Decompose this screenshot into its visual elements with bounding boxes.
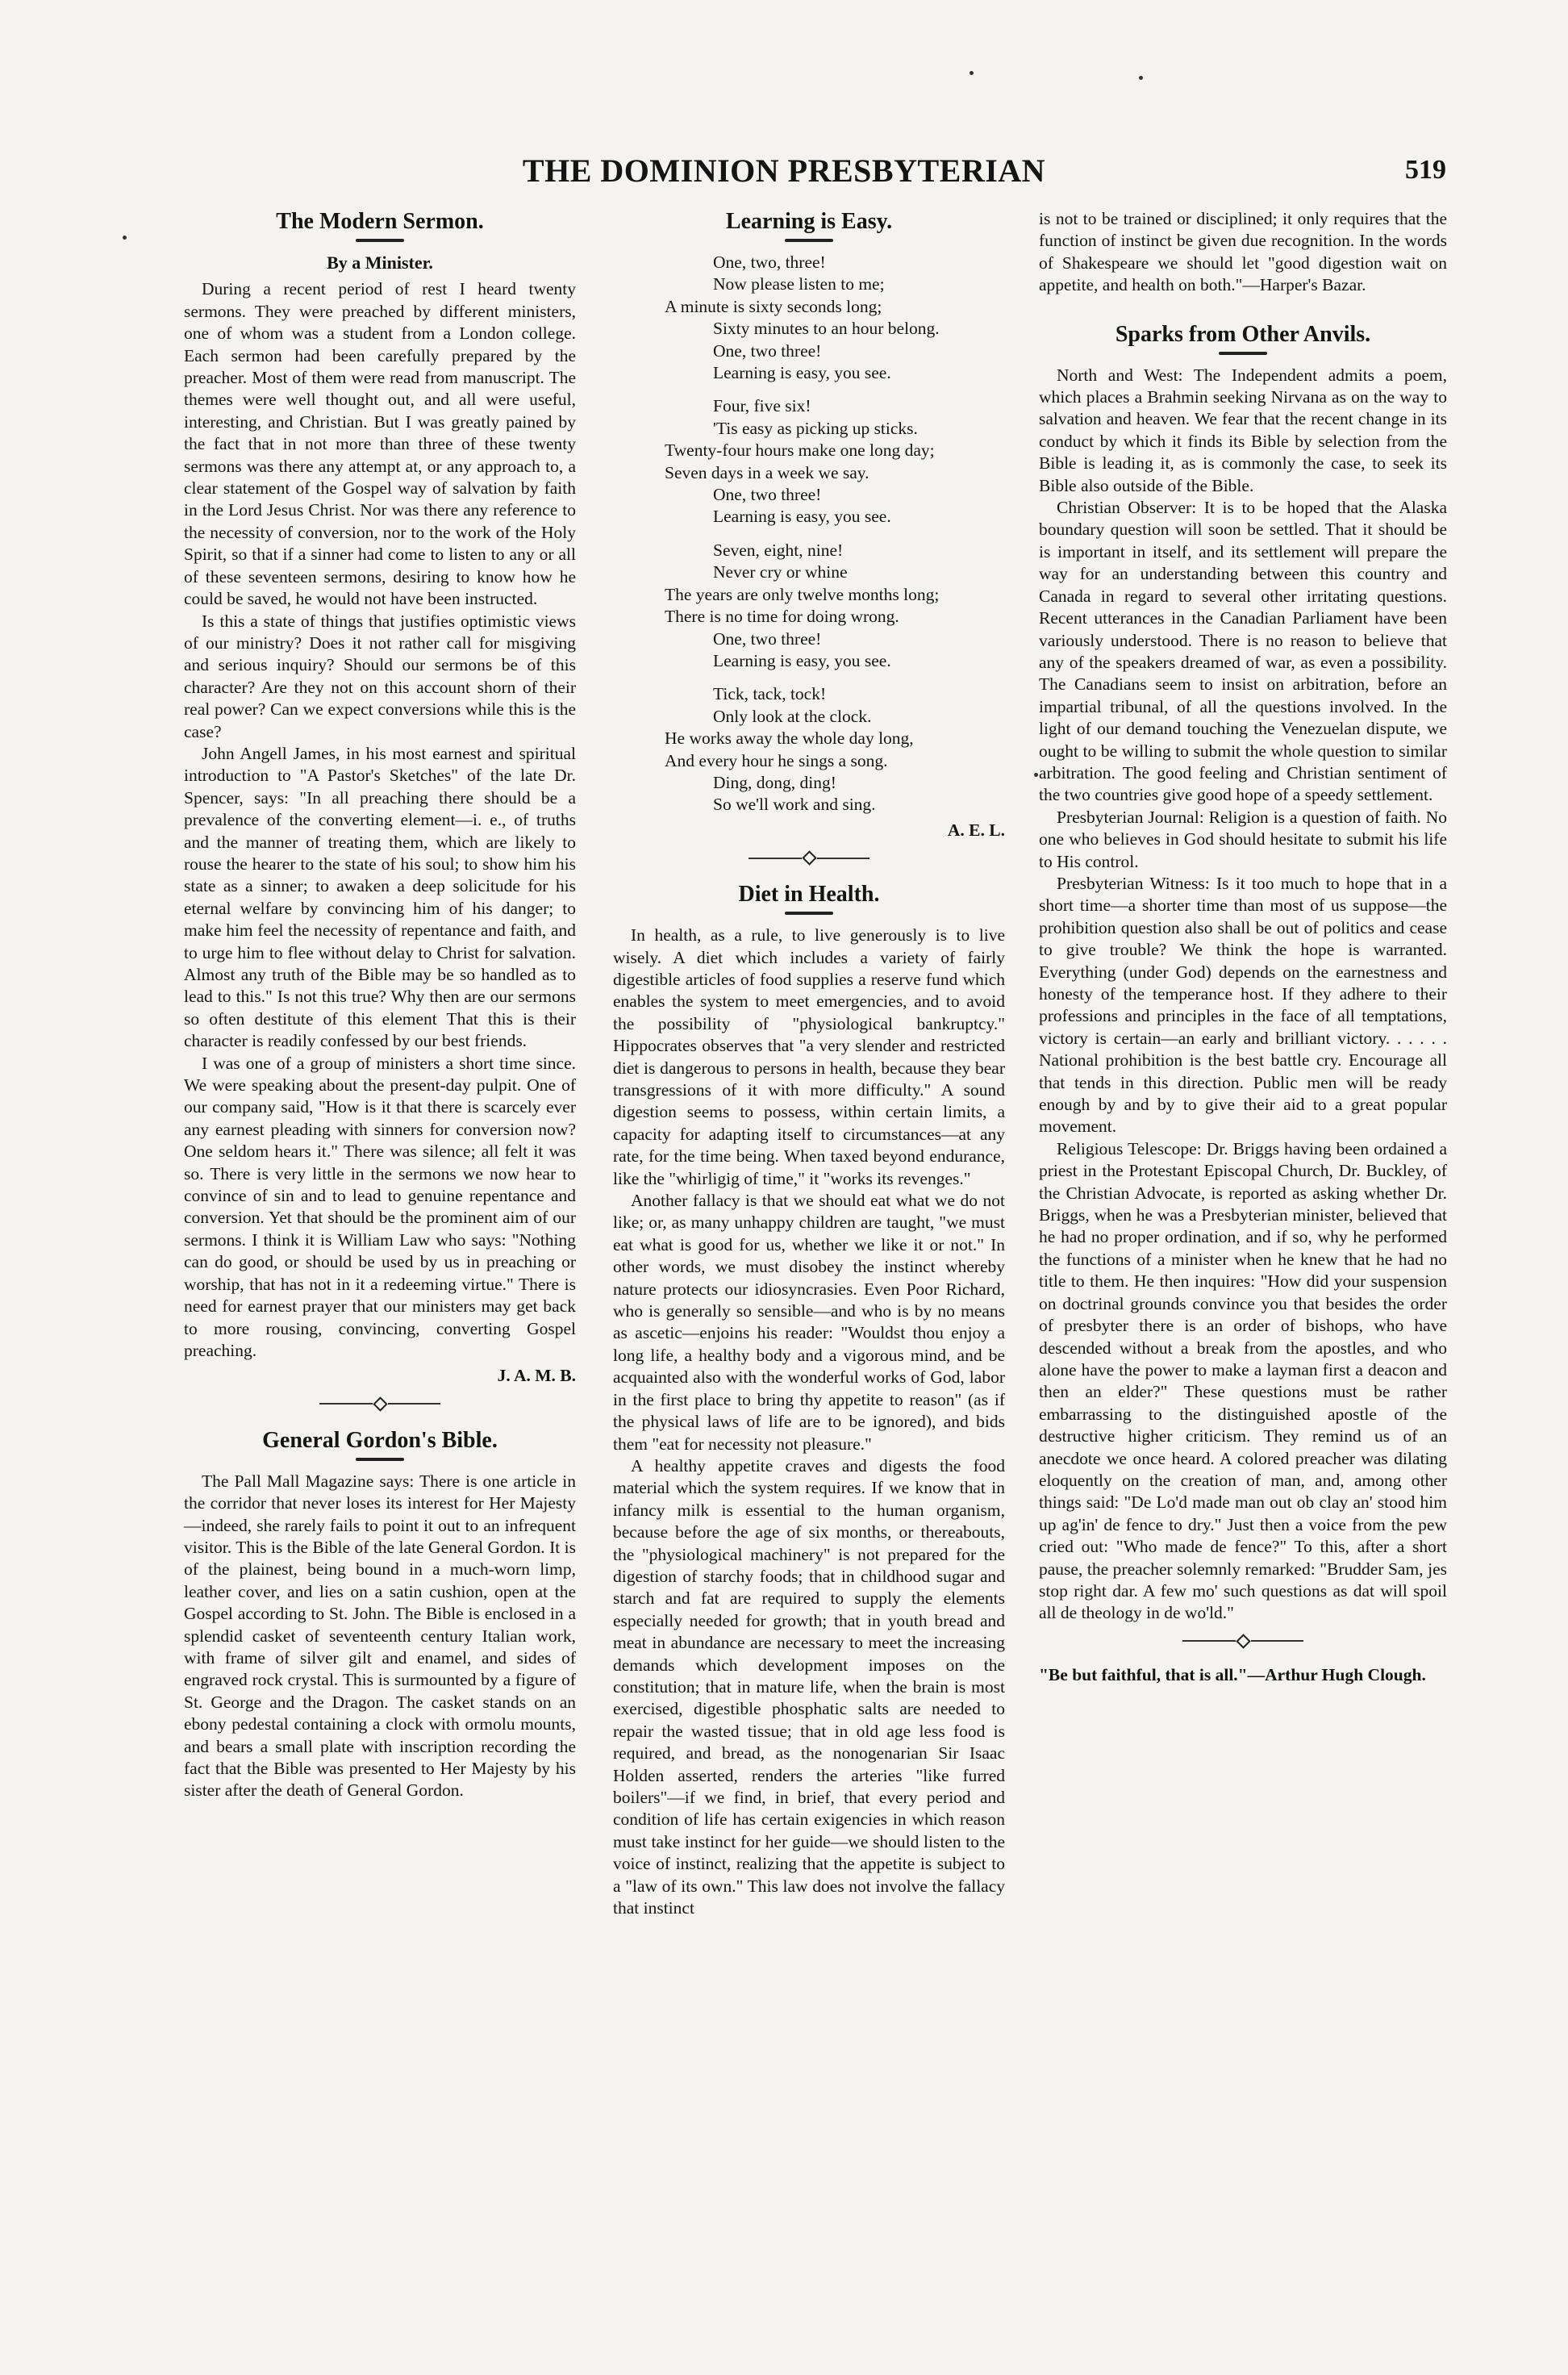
poem-line: He works away the whole day long, [665, 728, 914, 749]
ink-speck [123, 236, 127, 240]
title-rule [1219, 352, 1267, 355]
poem-learning-is-easy [613, 208, 1005, 841]
ink-speck [1034, 773, 1038, 777]
poem-line: Sixty minutes to an hour belong. [713, 319, 940, 339]
diamond-ornament-icon [802, 850, 816, 865]
paragraph: Presbyterian Witness: Is it too much to hope that in a short time—a shorter time than most of us suppose—the prohibition question also shall be out of politics and cease to give trouble? We think the hope is warranted. Everything (under God) depends on the earnestness and honesty of the temperance host. If they adhere to their professions and principles in the face of all temptations, victory is certain—an early and brilliant victory. . . . . . National prohibition is the best battle cry. Encourage all that tends in this direction. Public men will be ready enough by and by to give their aid to a great popular movement. [1039, 873, 1447, 1137]
article-sparks-from-other-anvils [1039, 321, 1447, 1625]
poem-stanza [665, 395, 1005, 528]
article-signature: J. A. M. B. [497, 1366, 576, 1386]
title-rule [356, 239, 404, 242]
section-divider [319, 1399, 440, 1409]
poem-line: Twenty-four hours make one long day; [665, 440, 935, 461]
poem-stanza [665, 540, 1005, 672]
paragraph: Religious Telescope: Dr. Briggs having been ordained a priest in the Protestant Episcopal Church, Dr. Buckley, of the Christian Advocate, is reported as asking whether Dr. Briggs, when he was a Presbyterian minister, believed that he had no proper ordination, and if so, why he performed the functions of a minister when he knew that he had no title to them. He then inquires: "How did your suspension on doctrinal grounds convince you that besides the order of presbyter there is an order of bishops, who have descended without a break from the apostles, and who alone have the power to make a layman first a deacon and then an elder?" These questions must be rather embarrassing to the distinguished apostle of the destructive higher criticism. They remind us of an anecdote we once heard. A colored preacher was dilating eloquently on the creation of man, and, among other things said: "De Lo'd made man out ob clay an' stood him up ag'in' de fence to dry." Just then a voice from the pew cried out: "Who made de fence?" To this, after a short pause, the preacher solemnly remarked: "Brudder Sam, jes stop right dar. A few mo' such questions as dat will spoil all de theology in de wo'ld." [1039, 1138, 1447, 1623]
poem-line: Tick, tack, tock! [713, 684, 827, 704]
paragraph: I was one of a group of ministers a short time since. We were speaking about the present-day pulpit. One of our company said, "How is it that there is scarcely ever any earnest pleading with sinners for conversion now? One seldom hears it." There was silence; all felt it was so. There is very little in the sermons we now hear to convince of sin and to lead to genuine repentance and conversion. Yet that should be the prominent aim of our sermons. I think it is William Law who says: "Nothing can do good, or should be used by us in preaching or worship, that has not in it a redeeming virtue." There is need for earnest prayer that our ministers may get back to more rousing, convincing, converting Gospel preaching. [184, 1053, 576, 1360]
title-rule [356, 1458, 404, 1461]
poem-body [613, 252, 1005, 816]
paragraph: John Angell James, in his most earnest and spiritual introduction to "A Pastor's Sketches" of the late Dr. Spencer, says: "In all preaching there should be a prevalence of the converting element—i. e., of truths and the manner of treating them, which are likely to rouse the hearer to the state of his soul; to show him his state as a sinner; to awaken a deep solicitude for his eternal welfare by convincing him of his danger; to make him feel the necessity of repentance and faith, and to urge him to flee without delay to Christ for salvation. Almost any truth of the Bible may be so handled as to lead to this." Is not this true? Why then are our sermons so often destitute of this element That this is their character is readily confessed by our best friends. [184, 743, 576, 1051]
article-title: General Gordon's Bible. [262, 1427, 498, 1453]
poem-line: Learning is easy, you see. [713, 507, 891, 527]
poem-line: So we'll work and sing. [713, 795, 876, 815]
article-title: Sparks from Other Anvils. [1115, 321, 1371, 347]
page-title: THE DOMINION PRESBYTERIAN [522, 152, 1046, 189]
article-title: The Modern Sermon. [276, 209, 484, 234]
column-middle [613, 208, 1005, 1919]
page-number: 519 [1405, 155, 1446, 185]
poem-stanza [665, 252, 1005, 384]
poem-line: A minute is sixty seconds long; [665, 296, 882, 316]
closing-quote: "Be but faithful, that is all."—Arthur Hugh Clough. [1039, 1664, 1426, 1684]
poem-title: Learning is Easy. [725, 209, 893, 234]
paragraph: The Pall Mall Magazine says: There is one article in the corridor that never loses its interest for Her Majesty—indeed, she rarely fails to point it out to an infrequent visitor. This is the Bible of the late General Gordon. It is of the plainest, being bound in a much-worn limp, leather cover, and lies on a satin cushion, open at the Gospel according to St. John. The Bible is enclosed in a splendid casket of seventeenth century Italian work, with frame of silver gilt and enamel, and sides of engraved rock crystal. This is surmounted by a figure of St. George and the Dragon. The casket stands on an ebony pedestal containing a clock with ormolu mounts, and bears a small plate with inscription recording the fact that the Bible was presented to Her Majesty by his sister after the death of General Gordon. [184, 1471, 576, 1801]
poem-line: One, two three! [713, 628, 822, 649]
title-rule [785, 912, 833, 915]
ink-speck [970, 71, 974, 75]
article-gordon-bible [184, 1427, 576, 1802]
ink-speck [1139, 76, 1143, 80]
paragraph: Presbyterian Journal: Religion is a question of faith. No one who believes in God should hesitate to submit his life to His control. [1039, 807, 1447, 871]
poem-line: And every hour he sings a song. [665, 750, 888, 770]
poem-line: 'Tis easy as picking up sticks. [713, 418, 918, 438]
diamond-ornament-icon [1236, 1634, 1250, 1648]
paragraph: North and West: The Independent admits a poem, which places a Brahmin seeking Nirvana as on the way to salvation and heaven. We fear that the recent change in its conduct by which it finds its Bible by selection from the Bible is leading it, as is commonly the case, to seek its Bible also outside of the Bible. [1039, 365, 1447, 495]
column-right [1039, 208, 1447, 1686]
poem-line: Learning is easy, you see. [713, 363, 891, 383]
poem-line: Four, five six! [713, 396, 811, 416]
poem-line: One, two three! [713, 340, 822, 361]
section-divider [1182, 1636, 1303, 1647]
paragraph: Is this a state of things that justifies optimistic views of our ministry? Does it not rather call for misgiving and serious inquiry? Should our sermons be of this character? Are they not on this account shorn of their real power? Can we expect conversions while this is the case? [184, 611, 576, 741]
poem-line: Now please listen to me; [713, 274, 885, 294]
article-diet-in-health [613, 881, 1005, 1919]
paragraph: Another fallacy is that we should eat what we do not like; or, as many unhappy children are taught, "we must eat what is good for us, whether we like it or not." In other words, we must disobey the instinct whereby nature protects our idiosyncrasies. Even Poor Richard, who is generally so sensible—and who is by no means as ascetic—enjoins his reader: "Wouldst thou enjoy a long life, a healthy body and a vigorous mind, and be acquainted also with the wonderful works of God, labor in the first place to bring thy appetite to reason" (as if the physical laws of life are to be ignored), and bids them "eat for necessity not pleasure." [613, 1191, 1005, 1454]
poem-line: Never cry or whine [713, 562, 848, 582]
section-divider [749, 853, 869, 863]
article-modern-sermon [184, 208, 576, 1388]
poem-line: Ding, dong, ding! [713, 772, 836, 792]
poem-line: Learning is easy, you see. [713, 650, 891, 670]
paragraph-continued: is not to be trained or disciplined; it only requires that the function of instinct be given due recognition. In the words of Shakespeare we should let "good digestion wait on appetite, and health on both."—Harper's Bazar. [1039, 209, 1447, 295]
poem-line: Only look at the clock. [713, 706, 872, 726]
poem-line: The years are only twelve months long; [665, 584, 940, 604]
poem-line: One, two, three! [713, 253, 826, 272]
article-byline: By a Minister. [327, 253, 433, 273]
poem-line: One, two three! [713, 485, 822, 505]
poem-line: There is no time for doing wrong. [665, 607, 899, 627]
diamond-ornament-icon [373, 1396, 387, 1411]
poem-signature: A. E. L. [947, 820, 1005, 840]
article-title: Diet in Health. [738, 882, 880, 908]
paragraph: During a recent period of rest I heard twenty sermons. They were preached by different ministers, one of whom was a student from a London college. Each sermon had been carefully prepared by the preacher. Most of them were read from manuscript. The themes were well thought out, and all were useful, interesting, and Christian. But I was greatly pained by the fact that in not more than three of these twenty sermons was there any attempt at, or any approach to, a clear statement of the Gospel way of salvation by faith in the Lord Jesus Christ. Nor was there any reference to the necessity of conversion, nor to the work of the Holy Spirit, so that if a sinner had come to listen to any or all of these seventeen sermons, desiring to know how he could be saved, he would not have been instructed. [184, 279, 576, 609]
paragraph: In health, as a rule, to live generously is to live wisely. A diet which includes a variety of fairly digestible articles of food supplies a reserve fund which enables the system to meet emergencies, and to avoid the possibility of "physiological bankruptcy." Hippocrates observes that "a very slender and restricted diet is dangerous to persons in health, because they bear transgressions of it with more difficulty." A sound digestion seems to possess, within certain limits, a capacity for adapting itself to circumstances—at any rate, for the time being. When taxed beyond endurance, like the "whirligig of time," it "works its revenges." [613, 925, 1005, 1188]
paragraph: A healthy appetite craves and digests the food material which the system requires. If we know that in infancy milk is essential to the human organism, because before the age of six months, or thereabouts, the "physiological machinery" is not prepared for the digestion of starchy foods; that in childhood sugar and starch and fat are required to supply the elements especially needed for growth; that in youth bread and meat in abundance are necessary to meet the increasing demands which development imposes on the constitution; that in mature life, when the brain is most exercised, digestible phosphatic salts are needed to repair the wasted tissue; that in old age less food is required, and bread, as the nonogenarian Sir Isaac Holden asserted, renders the arteries "like furred boilers"—if we find, in brief, that every period and condition of life has certain exigencies in which reason must take instinct for her guide—we should listen to the voice of instinct, realizing that the appetite is subject to a "law of its own." This law does not involve the fallacy that instinct [613, 1455, 1005, 1918]
poem-stanza [665, 683, 1005, 816]
column-left [184, 208, 576, 1802]
poem-line: Seven, eight, nine! [713, 540, 844, 560]
poem-line: Seven days in a week we say. [665, 462, 869, 482]
paragraph: Christian Observer: It is to be hoped that the Alaska boundary question will soon be settled. That it should be is important in itself, and its settlement will prepare the way for an understanding between this country and Canada in regard to several other irritating questions. Recent utterances in the Canadian Parliament have been variously understood. There is no reason to believe that any of the speakers dreamed of war, as even a possibility. The Canadians seem to insist on arbitration, before an impartial tribunal, of all the questions involved. In the light of our demand touching the Venezuelan dispute, we ought to be willing to submit the whole question to similar arbitration. The good feeling and Christian sentiment of the two countries give good hope of a speedy settlement. [1039, 498, 1447, 805]
title-rule [785, 239, 833, 242]
